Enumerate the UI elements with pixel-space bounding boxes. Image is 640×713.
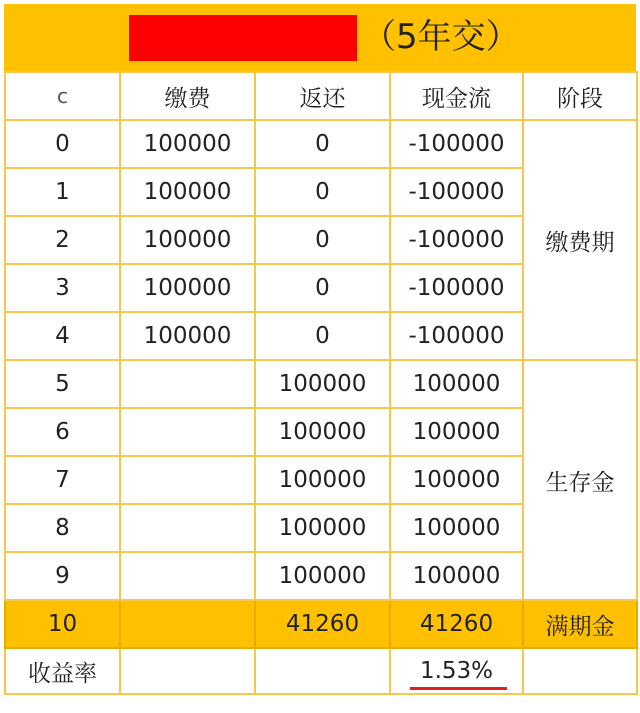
cell-cashflow: -100000 — [390, 120, 523, 168]
cell-return: 0 — [255, 216, 390, 264]
cell-cashflow: 100000 — [390, 504, 523, 552]
redaction-block — [129, 15, 357, 61]
yield-rate — [416, 658, 497, 684]
cell-payment: 100000 — [120, 120, 255, 168]
header-payment: 缴费 — [120, 72, 255, 120]
cell-c: 1 — [5, 168, 120, 216]
cell-c: 2 — [5, 216, 120, 264]
red-underline — [410, 687, 507, 690]
cell-return: 41260 — [255, 600, 390, 648]
cell-cashflow: -100000 — [390, 216, 523, 264]
header-c: c — [5, 72, 120, 120]
cell-c: 7 — [5, 456, 120, 504]
header-stage: 阶段 — [523, 72, 637, 120]
cell-c: 5 — [5, 360, 120, 408]
cell-payment: 100000 — [120, 216, 255, 264]
cell-return: 100000 — [255, 504, 390, 552]
cell-cashflow: -100000 — [390, 312, 523, 360]
cell-cashflow: -100000 — [390, 264, 523, 312]
header-row — [5, 72, 637, 120]
cell-c: 8 — [5, 504, 120, 552]
cell-payment: 100000 — [120, 264, 255, 312]
cell-cashflow: 41260 — [390, 600, 523, 648]
cell-payment — [120, 552, 255, 600]
cell-cashflow: -100000 — [390, 168, 523, 216]
cell-payment — [120, 360, 255, 408]
cell-c: 10 — [5, 600, 120, 648]
cell-return: 0 — [255, 264, 390, 312]
title-text: （5年交） — [362, 17, 520, 57]
stage-maturity: 满期金 — [523, 600, 637, 648]
cell-return: 100000 — [255, 552, 390, 600]
cell-cashflow: 100000 — [390, 408, 523, 456]
cell-return: 100000 — [255, 360, 390, 408]
header-cashflow: 现金流 — [390, 72, 523, 120]
maturity-row — [5, 600, 637, 648]
stage-survival: 生存金 — [523, 360, 637, 600]
yield-empty-3 — [523, 648, 637, 694]
cell-return: 0 — [255, 120, 390, 168]
cell-c: 6 — [5, 408, 120, 456]
cell-c: 0 — [5, 120, 120, 168]
cell-payment: 100000 — [120, 312, 255, 360]
cell-payment: 100000 — [120, 168, 255, 216]
stage-payment: 缴费期 — [523, 120, 637, 360]
cell-payment — [120, 408, 255, 456]
cell-return: 0 — [255, 312, 390, 360]
title-bar — [4, 4, 636, 71]
cell-return: 100000 — [255, 408, 390, 456]
cell-return: 100000 — [255, 456, 390, 504]
cell-payment — [120, 504, 255, 552]
header-return: 返还 — [255, 72, 390, 120]
cashflow-table — [4, 71, 638, 695]
table-row — [5, 120, 637, 168]
table-row — [5, 360, 637, 408]
cell-cashflow: 100000 — [390, 552, 523, 600]
cell-c: 3 — [5, 264, 120, 312]
yield-value-cell — [390, 648, 523, 694]
yield-value: 1.53% — [419, 658, 494, 684]
cell-cashflow: 100000 — [390, 456, 523, 504]
cell-return: 0 — [255, 168, 390, 216]
yield-empty-1 — [120, 648, 255, 694]
cell-payment — [120, 600, 255, 648]
yield-empty-2 — [255, 648, 390, 694]
cell-cashflow: 100000 — [390, 360, 523, 408]
cell-c: 4 — [5, 312, 120, 360]
yield-row — [5, 648, 637, 694]
cell-c: 9 — [5, 552, 120, 600]
yield-label: 收益率 — [5, 648, 120, 694]
cell-payment — [120, 456, 255, 504]
